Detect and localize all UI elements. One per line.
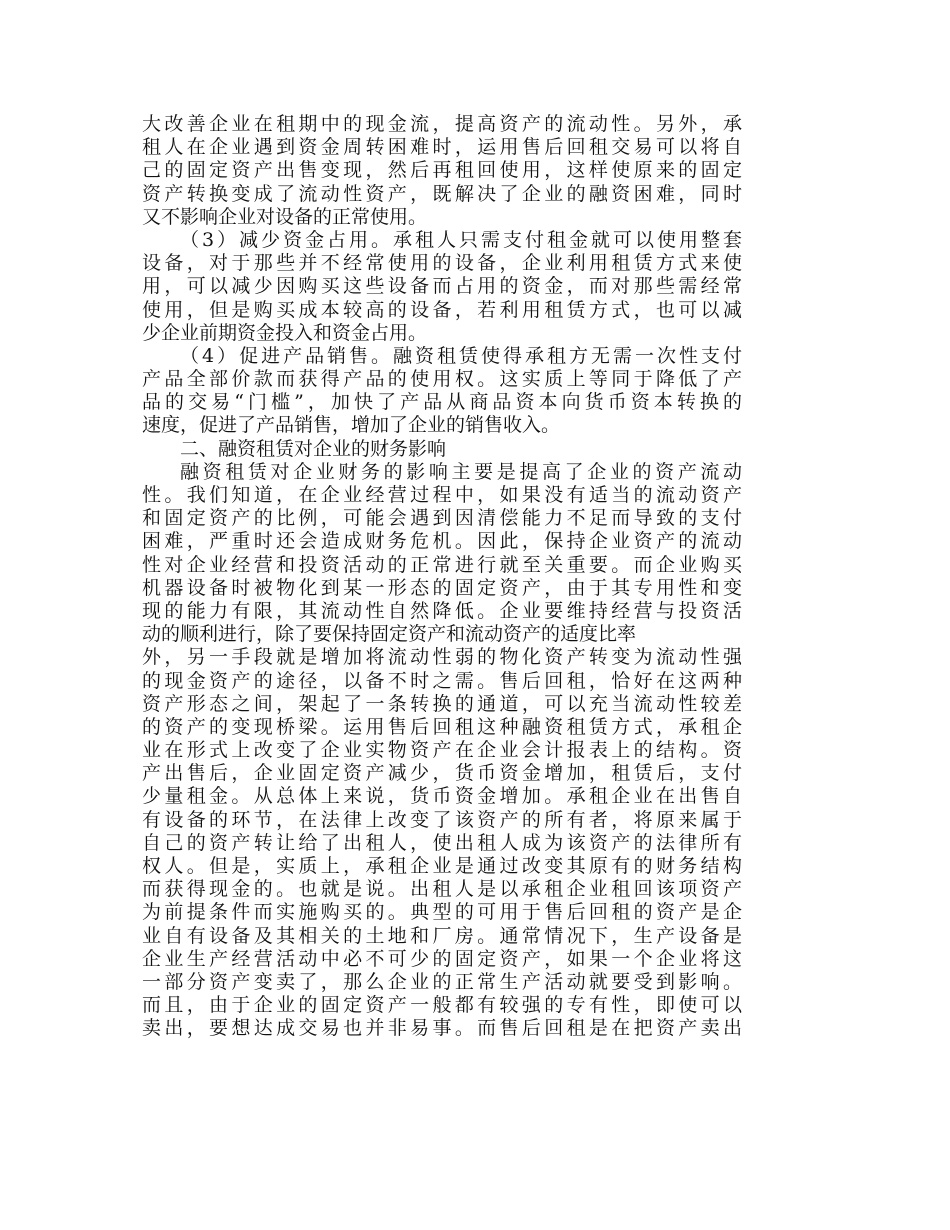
text-line: 的资产的变现桥梁。运用售后回租这种融资租赁方式，承租企 (142, 715, 742, 738)
text-line: 动的顺利进行，除了要保持固定资产和流动资产的适度比率 (142, 623, 637, 646)
text-line: 机器设备时被物化到某一形态的固定资产，由于其专用性和变 (142, 576, 742, 599)
text-line: （4）促进产品销售。融资租赁使得承租方无需一次性支付 (180, 344, 742, 367)
text-line: 租人在企业遇到资金周转困难时，运用售后回租交易可以将自 (142, 136, 742, 159)
text-line: 产品全部价款而获得产品的使用权。这实质上等同于降低了产 (142, 368, 742, 391)
text-line: 品的交易“门槛”，加快了产品从商品资本向货币资本转换的 (142, 391, 742, 414)
text-line: 卖出，要想达成交易也并非易事。而售后回租是在把资产卖出 (142, 1017, 742, 1040)
text-line: 速度，促进了产品销售，增加了企业的销售收入。 (142, 414, 561, 437)
text-line: 权人。但是，实质上，承租企业是通过改变其原有的财务结构 (142, 855, 742, 877)
text-line: 为前提条件而实施购买的。典型的可用于售后回租的资产是企 (142, 901, 742, 924)
text-line: 有设备的环节，在法律上改变了该资产的所有者，将原来属于 (142, 808, 742, 831)
text-line: 少量租金。从总体上来说，货币资金增加。承租企业在出售自 (142, 785, 742, 808)
text-line: 的现金资产的途径，以备不时之需。售后回租，恰好在这两种 (142, 669, 742, 692)
section-heading: 二、融资租赁对企业的财务影响 (180, 437, 447, 460)
text-line: 而获得现金的。也就是说。出租人是以承租企业租回该项资产 (142, 878, 742, 901)
text-line: 外，另一手段就是增加将流动性弱的物化资产转变为流动性强 (142, 646, 742, 669)
text-line: 产出售后，企业固定资产减少，货币资金增加，租赁后，支付 (142, 762, 742, 785)
text-line: 业在形式上改变了企业实物资产在企业会计报表上的结构。资 (142, 739, 742, 762)
text-line: 少企业前期资金投入和资金占用。 (142, 321, 428, 344)
text-line: 使用，但是购买成本较高的设备，若利用租赁方式，也可以减 (142, 298, 742, 321)
text-line: 现的能力有限，其流动性自然降低。企业要维持经营与投资活 (142, 599, 742, 622)
text-line: 而且，由于企业的固定资产一般都有较强的专有性，即使可以 (142, 994, 742, 1017)
text-line: 用，可以减少因购买这些设备而占用的资金，而对那些需经常 (142, 275, 742, 298)
text-line: 资产转换变成了流动性资产，既解决了企业的融资困难，同时 (142, 182, 742, 205)
text-line: 自己的资产转让给了出租人，使出租人成为该资产的法律所有 (142, 831, 742, 854)
text-line: 融资租赁对企业财务的影响主要是提高了企业的资产流动 (180, 460, 742, 483)
document-page (142, 113, 742, 1041)
text-line: 业自有设备及其相关的土地和厂房。通常情况下，生产设备是 (142, 924, 742, 947)
text-line: 性。我们知道，在企业经营过程中，如果没有适当的流动资产 (142, 484, 742, 506)
text-line: 资产形态之间，架起了一条转换的通道，可以充当流动性较差 (142, 692, 742, 715)
text-line: 己的固定资产出售变现，然后再租回使用，这样使原来的固定 (142, 159, 742, 182)
text-line: 和固定资产的比例，可能会遇到因清偿能力不足而导致的支付 (142, 507, 742, 530)
text-line: 一部分资产变卖了，那么企业的正常生产活动就要受到影响。 (142, 970, 742, 993)
text-line: 大改善企业在租期中的现金流，提高资产的流动性。另外，承 (142, 113, 742, 135)
text-line: （3）减少资金占用。承租人只需支付租金就可以使用整套 (180, 228, 742, 251)
text-line: 设备，对于那些并不经常使用的设备，企业利用租赁方式来使 (142, 252, 742, 275)
text-line: 又不影响企业对设备的正常使用。 (142, 205, 428, 228)
text-line: 企业生产经营活动中必不可少的固定资产，如果一个企业将这 (142, 947, 742, 970)
text-line: 困难，严重时还会造成财务危机。因此，保持企业资产的流动 (142, 530, 742, 553)
text-line: 性对企业经营和投资活动的正常进行就至关重要。而企业购买 (142, 553, 742, 576)
